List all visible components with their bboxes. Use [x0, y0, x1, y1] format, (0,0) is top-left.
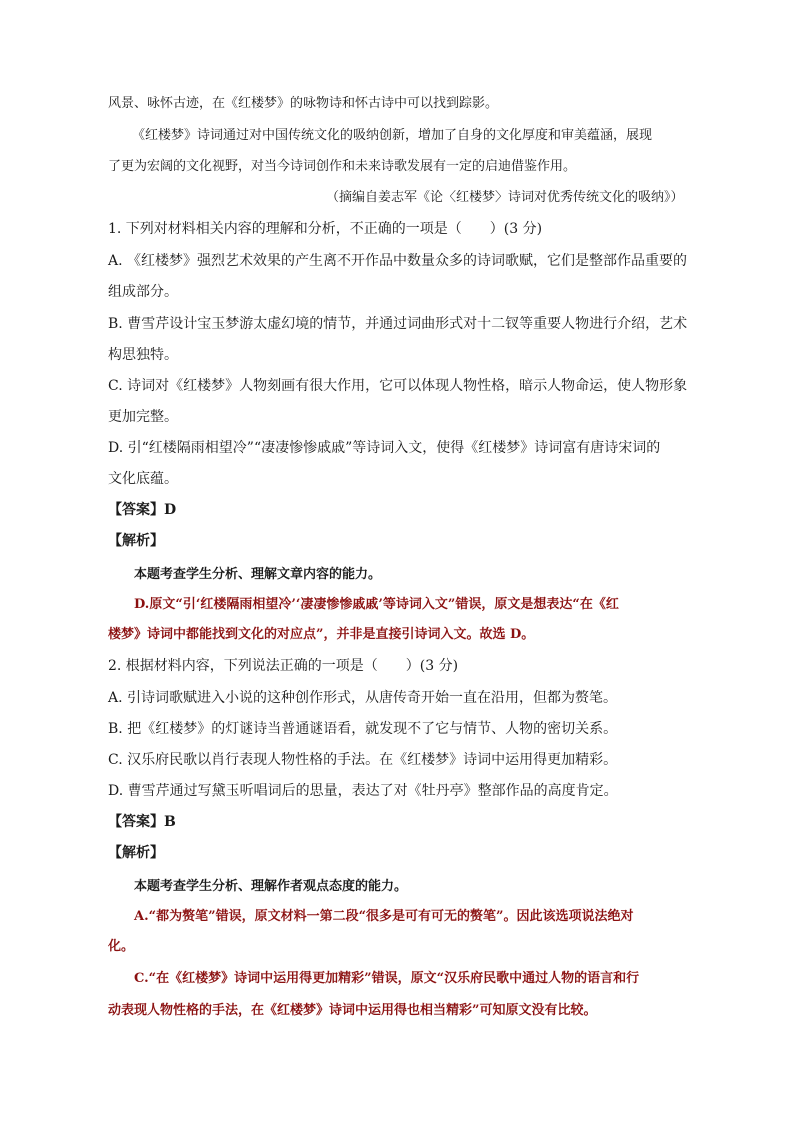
q2-stem: 2. 根据材料内容，下列说法正确的一项是（ ）(3 分) [108, 658, 459, 674]
answer-value: D [164, 502, 177, 518]
q1-option-d-line1: D. 引“红楼隔雨相望冷”“凄凄惨惨戚戚”等诗词入文，使得《红楼梦》诗词富有唐诗宋词的 [108, 440, 661, 456]
answer-value: B [164, 814, 176, 830]
q2-explanation-line4: C.“在《红楼梦》诗词中运用得更加精彩”错误，原文“汉乐府民歌中通过人物的语言和行 [134, 971, 640, 986]
q1-stem: 1. 下列对材料相关内容的理解和分析，不正确的一项是（ ）(3 分) [108, 221, 543, 237]
q2-answer [108, 815, 176, 829]
q1-option-a-line2: 组成部分。 [108, 284, 178, 300]
q1-option-a-line1: A. 《红楼梦》强烈艺术效果的产生离不开作品中数量众多的诗词歌赋，它们是整部作品重要的 [108, 253, 688, 269]
passage-line-2: 《红楼梦》诗词通过对中国传统文化的吸纳创新，增加了自身的文化厚度和审美蕴涵，展现 [132, 128, 653, 143]
q2-explanation-line3: 化。 [108, 939, 135, 954]
answer-tag: 【答案】 [108, 502, 164, 518]
answer-tag: 【答案】 [108, 814, 164, 830]
q2-explanation-line1: 本题考查学生分析、理解作者观点态度的能力。 [134, 879, 408, 894]
q2-explanation-line2: A.“都为赘笔”错误，原文材料一第二段“很多是可有可无的赘笔”。因此该选项说法绝对 [134, 909, 634, 924]
q2-analysis-tag: 【解析】 [108, 845, 164, 861]
q1-option-b-line2: 构思独特。 [108, 347, 178, 363]
q2-option-d: D. 曹雪芹通过写黛玉听唱词后的思量，表达了对《牡丹亭》整部作品的高度肯定。 [108, 783, 618, 799]
q1-explanation-line2: D.原文“引‘红楼隔雨相望冷’‘凄凄惨惨戚戚’等诗词入文”错误，原文是想表达“在《红 [134, 597, 619, 612]
passage-line-1: 风景、咏怀古迹，在《红楼梦》的咏物诗和怀古诗中可以找到踪影。 [108, 96, 499, 111]
q1-explanation-line3: 楼梦》诗词中都能找到文化的对应点”，并非是直接引诗词入文。故选 D。 [108, 627, 535, 642]
passage-line-3: 了更为宏阔的文化视野，对当今诗词创作和未来诗歌发展有一定的启迪借鉴作用。 [108, 159, 577, 174]
q1-option-c-line2: 更加完整。 [108, 409, 178, 425]
q1-option-c-line1: C. 诗词对《红楼梦》人物刻画有很大作用，它可以体现人物性格，暗示人物命运，使人物形象 [108, 378, 688, 394]
q1-answer [108, 503, 176, 517]
q1-explanation-line1: 本题考查学生分析、理解文章内容的能力。 [134, 567, 382, 582]
q2-option-b: B. 把《红楼梦》的灯谜诗当普通谜语看，就发现不了它与情节、人物的密切关系。 [108, 721, 618, 737]
passage-source: （摘编自姜志军《论〈红楼梦〉诗词对优秀传统文化的吸纳》） [326, 190, 684, 205]
q2-option-a: A. 引诗词歌赋进入小说的这种创作形式，从唐传奇开始一直在沿用，但都为赘笔。 [108, 690, 618, 706]
q1-option-d-line2: 文化底蕴。 [108, 471, 178, 487]
q2-explanation-line5: 动表现人物性格的手法，在《红楼梦》诗词中运用得也相当精彩”可知原文没有比较。 [108, 1003, 597, 1018]
q2-option-c: C. 汉乐府民歌以肖行表现人物性格的手法。在《红楼梦》诗词中运用得更加精彩。 [108, 752, 618, 768]
q1-option-b-line1: B. 曹雪芹设计宝玉梦游太虚幻境的情节，并通过词曲形式对十二钗等重要人物进行介绍，艺术 [108, 316, 688, 332]
q1-analysis-tag: 【解析】 [108, 533, 164, 549]
